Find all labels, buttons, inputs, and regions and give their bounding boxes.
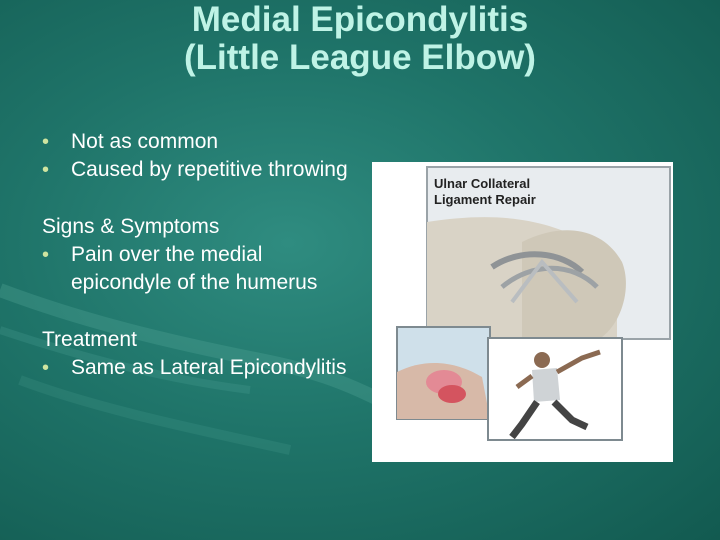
caption xyxy=(434,176,536,207)
svg-text:Ulnar Collateral: Ulnar Collateral xyxy=(434,176,531,191)
treatment-heading: Treatment xyxy=(42,328,137,351)
bullet-item xyxy=(42,241,362,297)
bullet-item xyxy=(42,156,362,184)
svg-text:Ligament Repair: Ligament Repair xyxy=(434,192,536,207)
bullet-list xyxy=(42,128,362,382)
bullet-item xyxy=(42,354,362,382)
bullet-text: Caused by repetitive throwing xyxy=(71,158,348,181)
bullet-dot-icon: • xyxy=(42,159,50,181)
elbow-illustration xyxy=(372,162,673,462)
signs-heading: Signs & Symptoms xyxy=(42,215,220,238)
bullet-dot-icon: • xyxy=(42,244,50,266)
bullet-text: Pain over the medial epicondyle of the humerus xyxy=(71,243,318,294)
bullet-text: Not as common xyxy=(71,130,219,153)
slide-title xyxy=(0,0,720,76)
bullet-dot-icon: • xyxy=(42,357,50,379)
title-line-2: (Little League Elbow) xyxy=(184,38,536,77)
bullet-text: Same as Lateral Epicondylitis xyxy=(71,356,347,379)
bullet-dot-icon: • xyxy=(42,131,50,153)
title-line-1: Medial Epicondylitis xyxy=(191,0,529,39)
bullet-item xyxy=(42,128,362,156)
